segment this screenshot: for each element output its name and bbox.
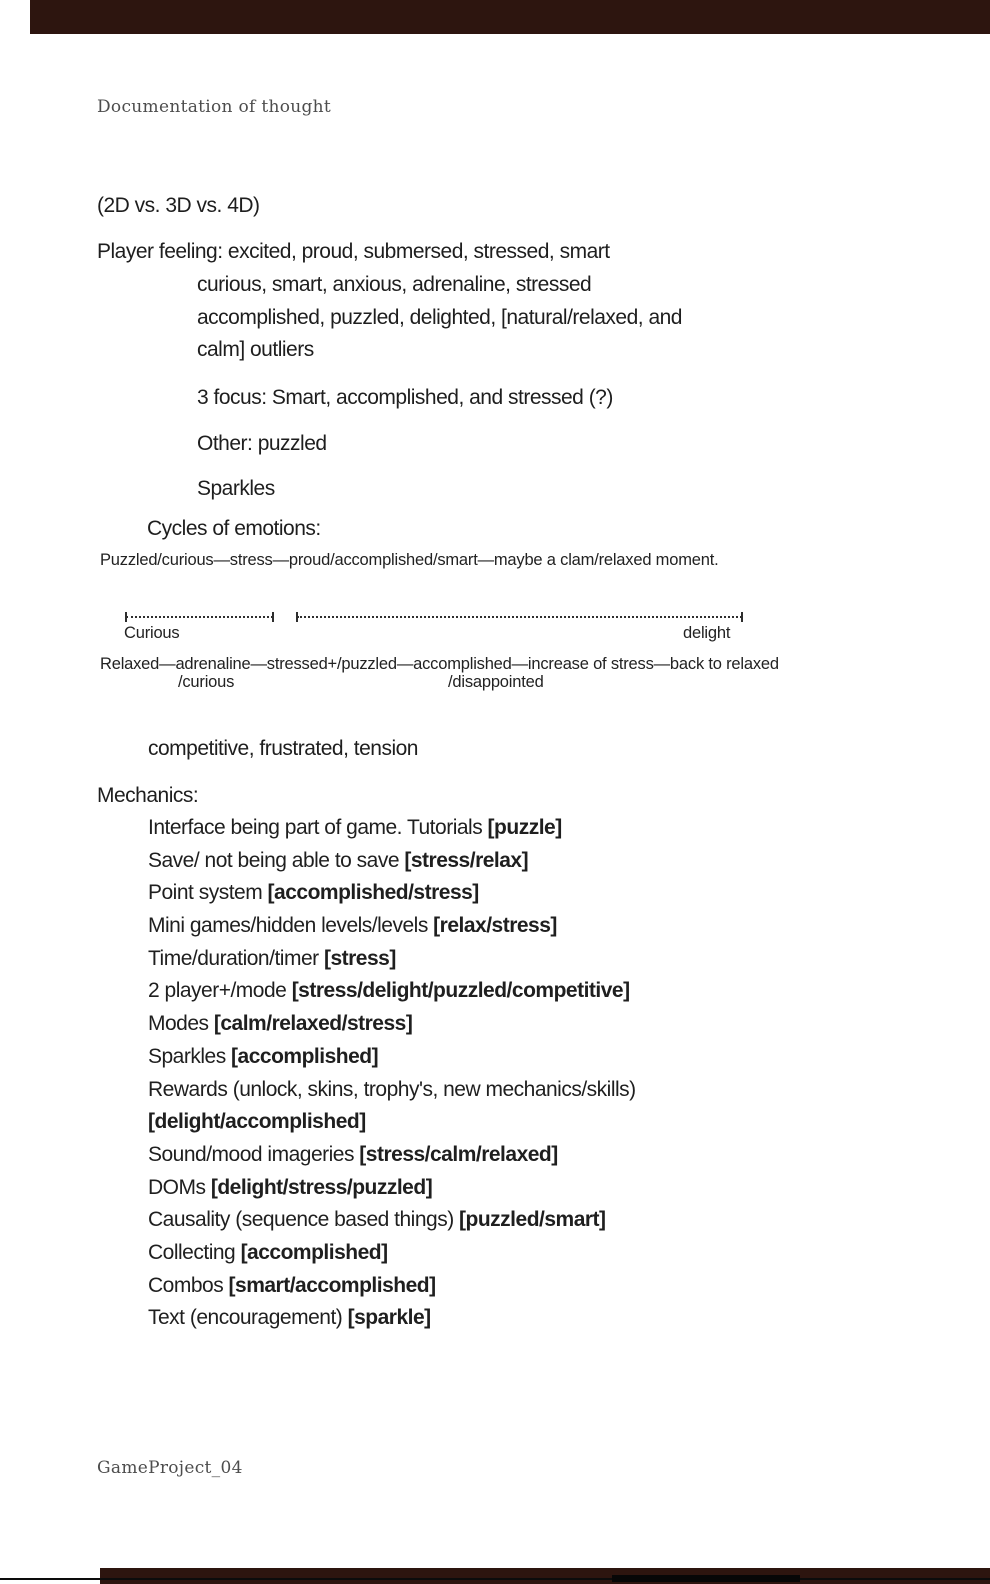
mechanics-heading: Mechanics: [97, 784, 199, 807]
cycle-2-line: Relaxed—adrenaline—stressed+/puzzled—accomplished—increase of stress—back to relaxed [100, 655, 779, 673]
mechanics-item-tag: [stress/delight/puzzled/competitive] [291, 979, 630, 1003]
other-line: Other: puzzled [197, 432, 327, 455]
mechanics-item [148, 877, 636, 910]
player-feeling-line-4: calm] outliers [197, 338, 314, 361]
player-feeling-line-1: Player feeling: excited, proud, submersed, stressed, smart [97, 240, 610, 263]
mechanics-item [148, 910, 636, 943]
mechanics-item-tag: [accomplished/stress] [267, 881, 479, 905]
player-feeling-line-3: accomplished, puzzled, delighted, [natural/relaxed, and [197, 306, 682, 329]
cycle-bracket-left [126, 616, 273, 618]
mechanics-item-text: Rewards (unlock, skins, trophy's, new mechanics/skills) [148, 1077, 636, 1101]
page-footer: GameProject_04 [97, 1458, 243, 1478]
bracket-right-label: delight [683, 624, 731, 642]
focus-line: 3 focus: Smart, accomplished, and stressed (?) [197, 386, 613, 409]
dimensions-line: (2D vs. 3D vs. 4D) [97, 194, 260, 217]
mechanics-item-tag: [sparkle] [347, 1306, 431, 1330]
bottom-scan-line [0, 1578, 990, 1580]
bracket-left-label: Curious [124, 624, 180, 642]
mechanics-item-text: Modes [148, 1012, 214, 1036]
mechanics-item-tag: [accomplished] [240, 1240, 388, 1264]
mechanics-item [148, 1172, 636, 1205]
mechanics-item-tag: [accomplished] [231, 1044, 379, 1068]
mechanics-item-text: Point system [148, 881, 268, 905]
mechanics-item-tag: [puzzled/smart] [459, 1208, 606, 1232]
cycle-2-sub-disappointed: /disappointed [448, 673, 544, 691]
page-header: Documentation of thought [97, 97, 332, 117]
mechanics-item [148, 1106, 636, 1139]
mechanics-item [148, 1041, 636, 1074]
mechanics-item-text: Text (encouragement) [148, 1306, 348, 1330]
mechanics-item-tag: [stress/relax] [404, 848, 529, 872]
mechanics-item-tag: [stress/calm/relaxed] [359, 1142, 558, 1166]
mechanics-item-text: Sound/mood imageries [148, 1142, 360, 1166]
mechanics-item-text: Save/ not being able to save [148, 848, 405, 872]
mechanics-item [148, 1139, 636, 1172]
mechanics-item-text: Interface being part of game. Tutorials [148, 816, 488, 839]
mechanics-item-tag: [stress] [323, 946, 396, 970]
mechanics-item-tag: [relax/stress] [433, 914, 557, 938]
mechanics-item-text: Mini games/hidden levels/levels [148, 914, 434, 938]
mechanics-item-tag: [delight/accomplished] [148, 1110, 366, 1134]
mechanics-item-text: Causality (sequence based things) [148, 1208, 460, 1232]
cycle-bracket-right [297, 616, 742, 618]
mechanics-item-tag: [smart/accomplished] [228, 1273, 436, 1297]
mechanics-item-tag: [delight/stress/puzzled] [210, 1175, 433, 1199]
cycle-1-line: Puzzled/curious—stress—proud/accomplished/smart—maybe a clam/relaxed moment. [100, 551, 719, 569]
cycle-2-sub-curious: /curious [178, 673, 235, 691]
cycles-heading: Cycles of emotions: [147, 517, 321, 540]
mechanics-item-text: Sparkles [148, 1044, 232, 1068]
mechanics-item [148, 812, 636, 845]
bottom-scan-mark [612, 1575, 800, 1582]
mechanics-item-text: Time/duration/timer [148, 946, 324, 970]
mechanics-item [148, 943, 636, 976]
mechanics-item-text: Collecting [148, 1240, 241, 1264]
mechanics-item-text: 2 player+/mode [148, 979, 292, 1003]
mechanics-item-tag: [calm/relaxed/stress] [213, 1012, 413, 1036]
top-edge-bar [30, 0, 990, 34]
extra-feelings-line: competitive, frustrated, tension [148, 737, 418, 760]
mechanics-item [148, 1074, 636, 1107]
mechanics-list [148, 812, 636, 1335]
mechanics-item [148, 1237, 636, 1270]
mechanics-item [148, 975, 636, 1008]
player-feeling-line-2: curious, smart, anxious, adrenaline, stressed [197, 273, 592, 296]
sparkles-line: Sparkles [197, 477, 275, 500]
mechanics-item [148, 1204, 636, 1237]
mechanics-item-text: DOMs [148, 1175, 211, 1199]
mechanics-item [148, 1302, 636, 1335]
mechanics-item-tag: [puzzle] [487, 816, 562, 839]
mechanics-item [148, 1270, 636, 1303]
mechanics-item [148, 845, 636, 878]
mechanics-item [148, 1008, 636, 1041]
bottom-edge-bar [100, 1568, 990, 1584]
mechanics-item-text: Combos [148, 1273, 229, 1297]
